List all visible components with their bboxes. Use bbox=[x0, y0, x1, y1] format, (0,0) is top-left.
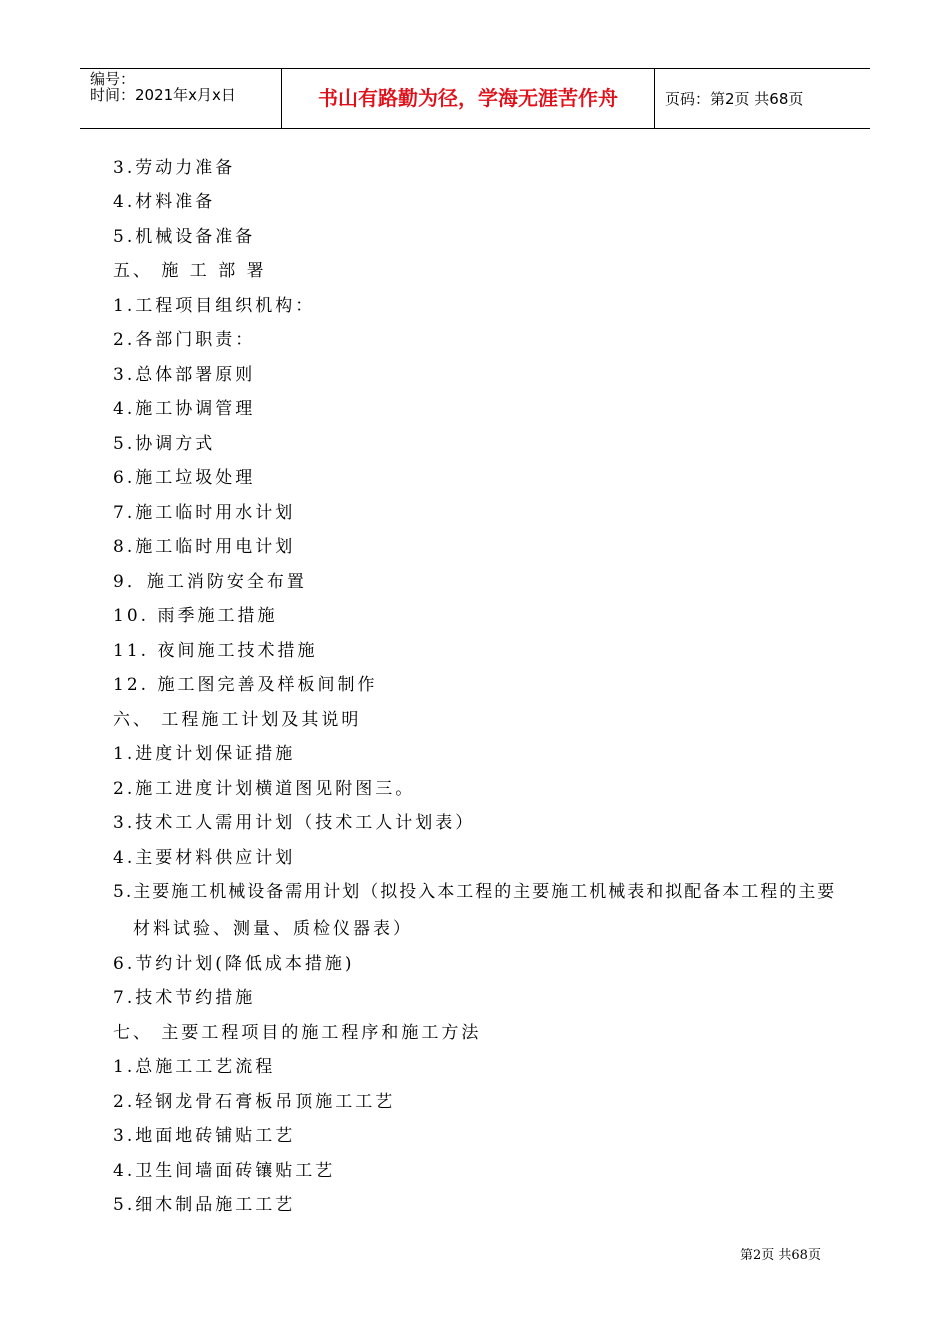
list-item: 10. 雨季施工措施 bbox=[113, 606, 278, 626]
serial-number-label: 编号： bbox=[90, 70, 136, 88]
list-item: 7.施工临时用水计划 bbox=[113, 503, 296, 523]
header-pagecode-cell bbox=[655, 69, 870, 128]
section-heading: 五、 施 工 部 署 bbox=[113, 261, 267, 281]
list-item: 1.进度计划保证措施 bbox=[113, 744, 296, 764]
list-item: 1.总施工工艺流程 bbox=[113, 1057, 276, 1077]
section-heading: 七、 主要工程项目的施工程序和施工方法 bbox=[113, 1023, 482, 1043]
list-item: 5.机械设备准备 bbox=[113, 227, 256, 247]
list-item: 4.主要材料供应计划 bbox=[113, 848, 296, 868]
list-item-continuation: 材料试验、测量、质检仪器表） bbox=[133, 919, 413, 939]
list-item: 3.总体部署原则 bbox=[113, 365, 256, 385]
list-item: 2.施工进度计划横道图见附图三。 bbox=[113, 779, 416, 799]
page-header bbox=[80, 68, 870, 129]
list-item: 5.细木制品施工工艺 bbox=[113, 1195, 296, 1215]
motto-text: 书山有路勤为径，学海无涯苦作舟 bbox=[318, 86, 618, 110]
list-item: 6.施工垃圾处理 bbox=[113, 468, 256, 488]
list-item: 5.主要施工机械设备需用计划（拟投入本工程的主要施工机械表和拟配备本工程的主要 bbox=[113, 882, 837, 902]
list-item: 4.施工协调管理 bbox=[113, 399, 256, 419]
header-info-cell bbox=[80, 69, 282, 128]
list-item: 2.各部门职责： bbox=[113, 330, 256, 350]
list-item: 5.协调方式 bbox=[113, 434, 216, 454]
list-item: 3.地面地砖铺贴工艺 bbox=[113, 1126, 296, 1146]
header-motto-cell bbox=[282, 69, 655, 128]
list-item: 8.施工临时用电计划 bbox=[113, 537, 296, 557]
list-item: 7.技术节约措施 bbox=[113, 988, 256, 1008]
list-item: 9．施工消防安全布置 bbox=[113, 572, 307, 592]
page-code: 页码：第2页 共68页 bbox=[665, 90, 804, 108]
date-label: 时间：2021年x月x日 bbox=[90, 86, 236, 104]
list-item: 11. 夜间施工技术措施 bbox=[113, 641, 318, 661]
list-item: 4.卫生间墙面砖镶贴工艺 bbox=[113, 1161, 336, 1181]
page-footer: 第2页 共68页 bbox=[740, 1248, 821, 1263]
list-item: 3.技术工人需用计划（技术工人计划表） bbox=[113, 813, 476, 833]
list-item: 3.劳动力准备 bbox=[113, 158, 236, 178]
list-item: 4.材料准备 bbox=[113, 192, 216, 212]
list-item: 12. 施工图完善及样板间制作 bbox=[113, 675, 378, 695]
section-heading: 六、 工程施工计划及其说明 bbox=[113, 710, 362, 730]
list-item: 1.工程项目组织机构： bbox=[113, 296, 316, 316]
list-item: 2.轻钢龙骨石膏板吊顶施工工艺 bbox=[113, 1092, 396, 1112]
list-item: 6.节约计划(降低成本措施) bbox=[113, 954, 355, 974]
